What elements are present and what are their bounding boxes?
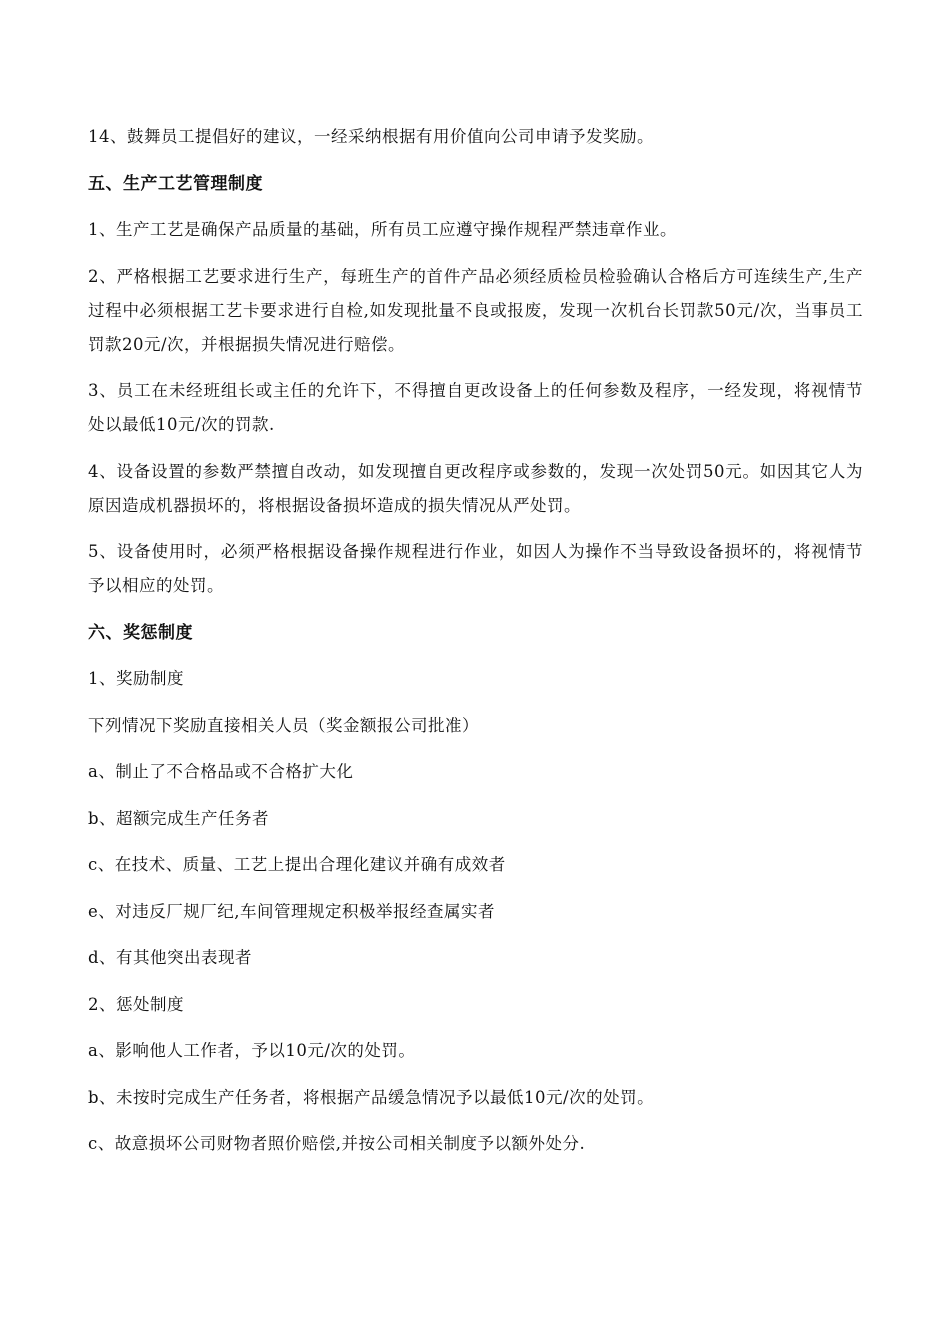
reward-item-d: d、有其他突出表现者 bbox=[88, 948, 253, 967]
penalty-item-b: b、未按时完成生产任务者，将根据产品缓急情况予以最低10元/次的处罚。 bbox=[88, 1087, 655, 1107]
paragraph-5-2: 2、严格根据工艺要求进行生产，每班生产的首件产品必须经质检员检验确认合格后方可连续生产,生产过程中必须根据工艺卡要求进行自检,如发现批量不良或报废，发现一次机台长罚款50元/次，当事员工罚款20元/次，并根据损失情况进行赔偿。 bbox=[88, 266, 863, 354]
paragraph-item-14: 14、鼓舞员工提倡好的建议，一经采纳根据有用价值向公司申请予发奖励。 bbox=[88, 127, 654, 146]
paragraph-5-5: 5、设备使用时，必须严格根据设备操作规程进行作业，如因人为操作不当导致设备损坏的，将视情节予以相应的处罚。 bbox=[88, 542, 863, 595]
paragraph-5-4: 4、设备设置的参数严禁擅自改动，如发现擅自更改程序或参数的，发现一次处罚50元。如因其它人为原因造成机器损坏的，将根据设备损坏造成的损失情况从严处罚。 bbox=[88, 461, 863, 515]
subheading-reward-system: 1、奖励制度 bbox=[88, 669, 184, 688]
reward-item-b: b、超额完成生产任务者 bbox=[88, 808, 270, 828]
paragraph-5-1: 1、生产工艺是确保产品质量的基础，所有员工应遵守操作规程严禁违章作业。 bbox=[88, 220, 677, 239]
subheading-penalty-system: 2、惩处制度 bbox=[88, 994, 184, 1014]
document-body bbox=[88, 120, 863, 1174]
paragraph-5-3: 3、员工在未经班组长或主任的允许下，不得擅自更改设备上的任何参数及程序，一经发现，将视情节处以最低10元/次的罚款. bbox=[88, 381, 863, 434]
penalty-item-a: a、影响他人工作者，予以10元/次的处罚。 bbox=[88, 1041, 416, 1060]
section-heading-5: 五、生产工艺管理制度 bbox=[88, 173, 263, 194]
reward-item-a: a、制止了不合格品或不合格扩大化 bbox=[88, 762, 354, 781]
reward-item-e: e、对违反厂规厂纪,车间管理规定积极举报经查属实者 bbox=[88, 901, 496, 921]
penalty-item-c: c、故意损坏公司财物者照价赔偿,并按公司相关制度予以额外处分. bbox=[88, 1134, 586, 1153]
reward-intro: 下列情况下奖励直接相关人员（奖金额报公司批准） bbox=[88, 715, 479, 735]
reward-item-c: c、在技术、质量、工艺上提出合理化建议并确有成效者 bbox=[88, 855, 506, 874]
section-heading-6: 六、奖惩制度 bbox=[88, 622, 193, 643]
